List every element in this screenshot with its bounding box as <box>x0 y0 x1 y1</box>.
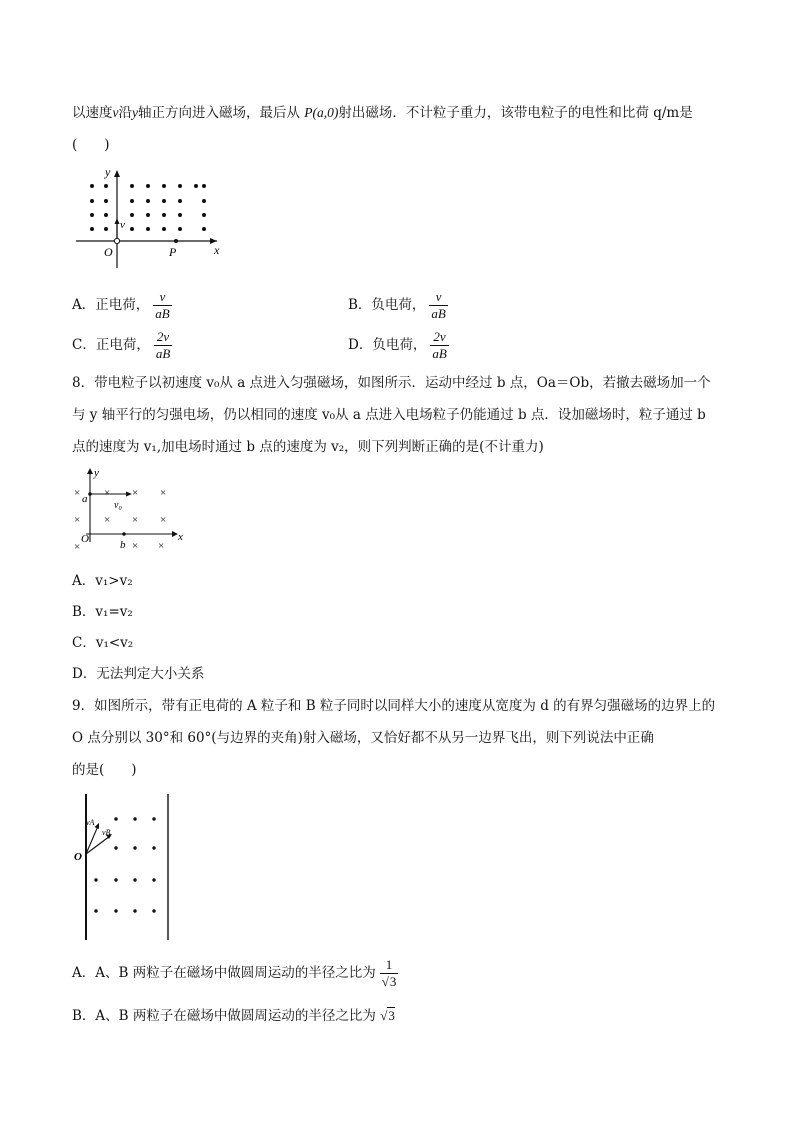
q8-figure <box>72 466 192 554</box>
o-label: O <box>74 851 82 863</box>
svg-text:×: × <box>132 487 139 499</box>
q8-option-b[interactable]: B．v₁=v₂ <box>72 604 133 620</box>
svg-text:×: × <box>74 541 81 553</box>
q9-figure <box>72 792 172 942</box>
svg-text:×: × <box>160 514 167 526</box>
origin-marker <box>114 238 119 243</box>
vb-label: vB <box>102 828 111 837</box>
velocity-arrow-icon <box>115 218 120 224</box>
v-label: v <box>120 219 125 231</box>
svg-text:×: × <box>104 487 111 499</box>
q9-stem-line2: O 点分别以 30°和 60°(与边界的夹角)射入磁场，又恰好都不从另一边界飞出，则下列说法中正确 <box>72 730 654 746</box>
field-dots <box>90 184 206 231</box>
p-label: P <box>169 245 177 259</box>
y-label: y <box>105 165 111 179</box>
o-label: O <box>104 245 113 259</box>
q8-stem-line3: 点的速度为 v₁,加电场时通过 b 点的速度为 v₂，则下列判断正确的是(不计重力) <box>72 439 544 455</box>
q7-option-b[interactable]: B．负电荷， $\frac{v}{aB}$ <box>348 289 446 321</box>
point-a-marker <box>88 492 92 496</box>
x-label: x <box>178 531 183 543</box>
svg-text:×: × <box>104 514 111 526</box>
q7-stem: 以速度v沿y轴正方向进入磁场，最后从 P(a,0)射出磁场．不计粒子重力，该带电粒子的电性和比荷 q/m是 <box>72 105 693 121</box>
svg-text:×: × <box>160 487 167 499</box>
va-label: vA <box>86 818 95 827</box>
q8-option-c[interactable]: C．v₁<v₂ <box>72 635 134 651</box>
svg-text:×: × <box>74 487 81 499</box>
x-label: x <box>214 243 220 257</box>
q9-stem-line3: 的是( ) <box>72 762 137 778</box>
q8-option-a[interactable]: A．v₁>v₂ <box>72 573 133 589</box>
q9-option-b[interactable]: B．A、B 两粒子在磁场中做圆周运动的半径之比为 √3 <box>72 1008 395 1024</box>
q8-stem-line2: 与 y 轴平行的匀强电场，仍以相同的速度 v₀从 a 点进入电场粒子仍能通过 b 点．设加磁场时，粒子通过 b <box>72 407 706 423</box>
svg-text:×: × <box>132 540 139 552</box>
v0-label: v₀ <box>114 500 122 511</box>
y-axis-arrow-icon <box>114 170 120 177</box>
y-label: y <box>94 467 99 479</box>
svg-text:×: × <box>158 540 165 552</box>
point-p-marker <box>174 239 178 243</box>
o-label: O <box>81 533 89 545</box>
q7-option-a[interactable]: A．正电荷， $\frac{v}{aB}$ <box>72 289 170 321</box>
y-axis-arrow-icon <box>87 468 93 474</box>
q8-stem-line1: 8．带电粒子以初速度 v₀从 a 点进入匀强磁场，如图所示．运动中经过 b 点，Oa＝Ob，若撤去磁场加一个 <box>72 375 711 391</box>
b-label: b <box>120 539 126 551</box>
q8-option-d[interactable]: D．无法判定大小关系 <box>72 666 205 682</box>
q7-figure <box>72 165 232 268</box>
svg-text:×: × <box>74 514 81 526</box>
a-label: a <box>82 493 88 505</box>
q7-bracket: ( ) <box>72 137 110 153</box>
q9-stem-line1: 9．如图所示，带有正电荷的 A 粒子和 B 粒子同时以同样大小的速度从宽度为 d 的有界匀强磁场的边界上的 <box>72 698 716 714</box>
q9-option-a[interactable]: A．A、B 两粒子在磁场中做圆周运动的半径之比为 $\frac{1}{√3}$ <box>72 957 397 989</box>
svg-text:×: × <box>132 514 139 526</box>
q7-option-d[interactable]: D．负电荷， $\frac{2v}{aB}$ <box>348 329 447 361</box>
point-b-marker <box>122 532 126 536</box>
q7-option-c[interactable]: C．正电荷， $\frac{2v}{aB}$ <box>72 329 171 361</box>
